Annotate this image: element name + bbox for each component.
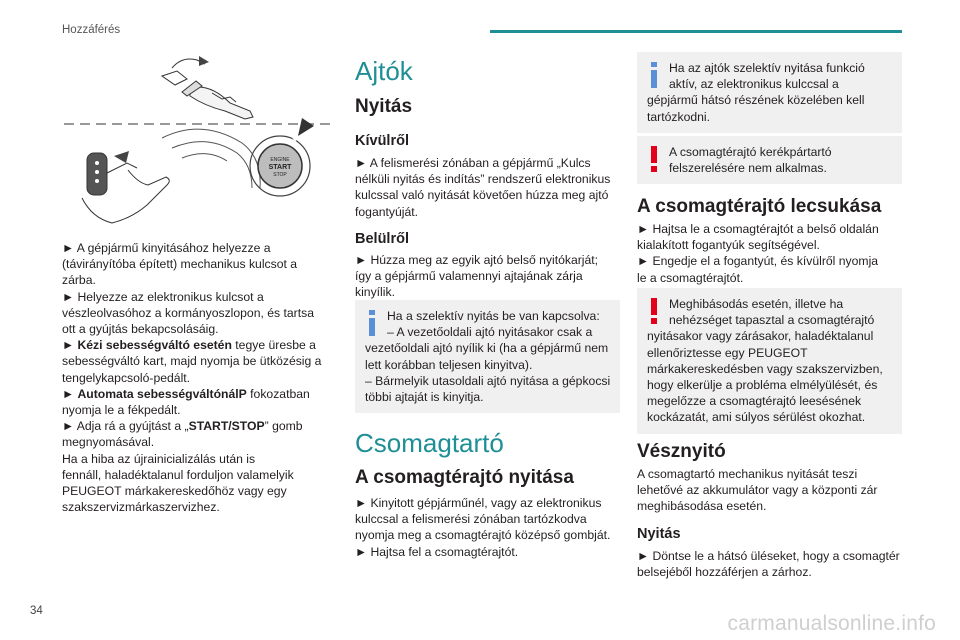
header-rule (490, 30, 902, 33)
note-line: Meghibásodás esetén, illetve ha (669, 297, 844, 311)
text: ► Adja rá a gyújtást a „ (62, 419, 189, 434)
text-line: kulccsal a felismerési zónában tartózkodva (355, 512, 587, 527)
text-line: fogantyúját. (355, 204, 419, 219)
note-line: nehézséget tapasztal a csomagtérajtó (669, 313, 875, 328)
text-line: ► A felismerési zónában a gépjármű „Kulcs (355, 156, 591, 170)
heading-trunk-closing: A csomagtérajtó lecsukása (637, 196, 882, 217)
col1-instructions (62, 240, 334, 515)
note-line: lett korábban teljesen kinyitva). (365, 357, 533, 372)
bullet: ► (62, 386, 78, 401)
warning-note-bike-rack (637, 136, 902, 184)
text-line: lehetővé az akkumulátor vagy a központi zár (637, 483, 878, 498)
button-label-start: START (268, 164, 292, 171)
trunk-opening-instructions (355, 495, 620, 560)
text-line: ► Engedje el a fogantyút, és kívülről nyomja (637, 254, 879, 269)
note-line: többi ajtaját is kinyitja. (365, 390, 484, 405)
section-title-trunk: Csomagtartó (355, 428, 504, 458)
note-line: Ha az ajtók szelektív nyitása funkció (669, 61, 865, 75)
note-line: Ha a szelektív nyitás be van kapcsolva: (387, 309, 600, 323)
info-icon (365, 310, 379, 336)
manual-gearbox-instruction (62, 337, 334, 353)
automatic-gearbox-label: Automata sebességváltónálP (77, 386, 247, 401)
note-line: – Bármelyik utasoldali ajtó nyitása a gépkocsi (365, 373, 611, 388)
start-stop-instruction (62, 418, 334, 434)
text-line: belsejéből hozzáférjen a zárhoz. (637, 565, 812, 580)
heading-from-outside: Kívülről (355, 133, 409, 149)
col1-line: Ha a hiba az újrainicializálás után is (62, 451, 256, 466)
heading-trunk-opening: A csomagtérajtó nyitása (355, 467, 574, 488)
text-line: ► Hajtsa fel a csomagtérajtót. (355, 544, 519, 559)
col1-line: megnyomásával. (62, 435, 155, 450)
col1-line: tengelykapcsoló-pedált. (62, 370, 191, 385)
info-note-selective-opening (355, 300, 620, 413)
col1-line: sebességváltó kart, majd nyomja be ütközésig a (62, 354, 322, 369)
start-stop-label: START/STOP (188, 419, 265, 434)
col1-line: ► Helyezze az elektronikus kulcsot a (62, 289, 264, 304)
start-stop-button-drawing (250, 118, 314, 196)
text-line: ► Húzza meg az egyik ajtó belső nyitókarját; (355, 253, 599, 267)
text: tegye üresbe a (231, 338, 316, 353)
text-line: kinyílik. (355, 285, 395, 300)
text-line: ► Döntse le a hátsó üléseket, hogy a csomagtér (637, 549, 900, 563)
col1-line: zárba. (62, 273, 96, 288)
text-line: A csomagtartó mechanikus nyitását teszi (637, 467, 858, 481)
note-line: A csomagtérajtó kerékpártartó (669, 145, 832, 159)
note-line: hogy elkerülje a probléma elmélyülését, és (647, 378, 878, 393)
text-line: nyomja meg a csomagtérajtó középső gombját. (355, 528, 611, 543)
col1-line: ott a gyújtás bekapcsolásáig. (62, 322, 219, 337)
header-section-title: Hozzáférés (62, 24, 121, 36)
note-line: márkakereskedésben vagy szakszervizben, (647, 361, 883, 376)
text-line: meghibásodása esetén. (637, 499, 767, 514)
warning-icon (647, 298, 661, 324)
page-number: 34 (30, 605, 43, 617)
col1-line: vészleolvasóhoz a kormányoszlopon, és tartsa (62, 305, 315, 320)
note-line: vezetőoldali ajtó nyílik ki (ha a gépjármű nem (365, 341, 609, 356)
col1-line: nyomja le a fékpedált. (62, 403, 181, 418)
heading-emergency-release: Vésznyitó (637, 441, 726, 462)
heading-opening: Nyitás (355, 96, 413, 117)
text-line: kialakított fogantyúk segítségével. (637, 238, 820, 253)
note-line: megelőzze a csomagtérajtó leesésének (647, 394, 862, 409)
inside-instructions (355, 252, 620, 301)
note-line: tartózkodni. (647, 109, 711, 124)
text-line: ► Kinyitott gépjárműnél, vagy az elektronikus (355, 496, 602, 510)
warning-icon (647, 146, 661, 172)
outside-instructions (355, 155, 620, 220)
button-label-stop: STOP (273, 172, 287, 178)
note-line: – A vezetőoldali ajtó nyitásakor csak a (387, 325, 593, 340)
warning-note-malfunction (637, 288, 902, 434)
steering-column-drawing (162, 129, 260, 188)
heading-opening-emergency: Nyitás (637, 526, 681, 542)
trunk-closing-instructions (637, 221, 902, 286)
section-title-doors: Ajtók (355, 56, 413, 86)
text-line: le a csomagtérajtót. (637, 270, 744, 285)
col1-line: (távirányítóba épített) mechanikus kulcsot a (62, 257, 298, 272)
text-line: kulcssal való nyitását követően húzza meg ajtó (355, 188, 609, 203)
key-insert-drawing (162, 56, 253, 119)
heading-from-inside: Belülről (355, 231, 409, 247)
text: ” gomb (264, 419, 303, 434)
key-start-illustration (62, 48, 334, 238)
text-line: ► Hajtsa le a csomagtérajtót a belső oldalán (637, 222, 879, 236)
manual-gearbox-label: Kézi sebességváltó esetén (77, 338, 232, 353)
col1-line: PEUGEOT márkakereskedőhöz vagy egy (62, 484, 287, 499)
note-line: nyitásakor vagy zárásakor, haladéktalanul (647, 329, 874, 344)
col1-line: ► A gépjármű kinyitásához helyezze a (62, 241, 271, 255)
note-line: gépjármű hátsó részének közelében kell (647, 93, 865, 108)
watermark: carmanualsonline.info (727, 612, 936, 635)
remote-key-hand-drawing (82, 151, 169, 223)
button-label-engine: ENGINE (270, 157, 290, 163)
automatic-gearbox-instruction (62, 386, 334, 402)
bullet: ► (62, 338, 78, 353)
col1-line: szakszervizmárkaszervizhez. (62, 500, 220, 515)
emergency-description (637, 466, 902, 515)
note-line: aktív, az elektronikus kulccsal a (669, 77, 839, 92)
col1-line: fennáll, haladéktalanul forduljon valamelyik (62, 467, 294, 482)
note-line: kockázatát, ami súlyos sérülést okozhat. (647, 410, 866, 425)
text: fokozatban (246, 386, 310, 401)
note-line: ellenőriztesse egy PEUGEOT (647, 345, 808, 360)
info-note-selective-proximity (637, 52, 902, 133)
text-line: így a gépjármű valamennyi ajtajának zárja (355, 269, 583, 284)
text-line: nélküli nyitás és indítás” rendszerű elektronikus (355, 172, 611, 187)
note-line: felszerelésére nem alkalmas. (669, 161, 827, 176)
info-icon (647, 62, 661, 88)
emergency-opening-instructions (637, 548, 902, 580)
